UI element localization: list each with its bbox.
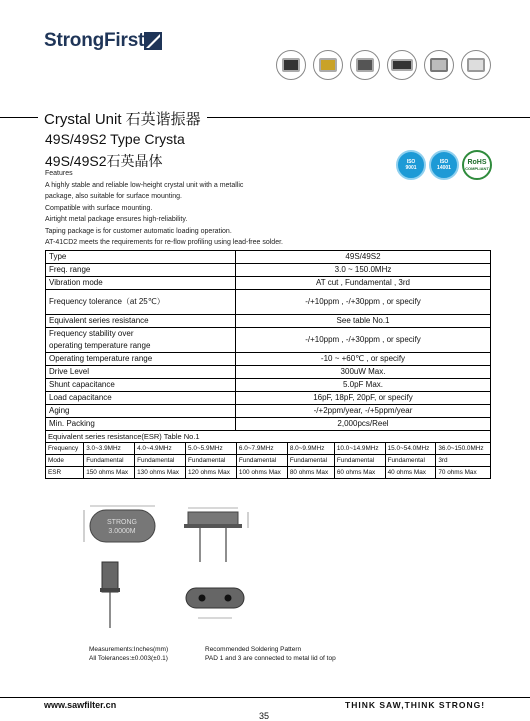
table-cell: 3rd	[436, 455, 491, 467]
table-cell: Frequency	[46, 443, 84, 455]
website-link[interactable]: www.sawfilter.cn	[44, 700, 117, 710]
table-cell: 6.0~7.9MHz	[236, 443, 287, 455]
spec-value: 49S/49S2	[236, 251, 491, 264]
table-cell: Fundamental	[236, 455, 287, 467]
table-row	[46, 277, 491, 290]
feature-line: package, also suitable for surface mounting.	[45, 193, 182, 200]
table-row	[46, 264, 491, 277]
features-heading: Features	[45, 170, 73, 177]
table-row	[46, 251, 491, 264]
esr-table-title: Equivalent series resistance(ESR) Table No.1	[46, 431, 491, 443]
table-row	[46, 290, 491, 315]
product-title-en: 49S/49S2 Type Crysta	[45, 131, 185, 147]
feature-line: Airtight metal package ensures high-reliability.	[45, 216, 188, 223]
badge-top-text: RoHS	[467, 159, 487, 166]
table-cell: 10.0~14.9MHz	[334, 443, 385, 455]
slogan: THINK SAW,THINK STRONG!	[345, 700, 486, 710]
tolerance-line: All Tolerances:±0.003(±0.1)	[89, 655, 168, 662]
table-row	[46, 418, 491, 431]
spec-table	[45, 250, 491, 431]
crystal-marking-2: 3.0000M	[108, 528, 136, 535]
table-cell: 60 ohms Max	[334, 467, 385, 479]
table-cell: 36.0~150.0MHz	[436, 443, 491, 455]
crystal-side-view	[184, 508, 248, 562]
product-title-cn: 49S/49S2石英晶体	[45, 153, 163, 169]
spec-label-line: operating temperature range	[49, 341, 151, 350]
table-row	[46, 467, 491, 479]
table-row	[46, 366, 491, 379]
badge-top-text: ISO	[439, 159, 449, 165]
spec-value: AT cut , Fundamental , 3rd	[236, 277, 491, 290]
features-block	[45, 168, 283, 249]
table-cell: 70 ohms Max	[436, 467, 491, 479]
iso-9001-badge-icon	[396, 150, 426, 180]
footer-rule	[0, 697, 530, 698]
table-cell: Fundamental	[334, 455, 385, 467]
spec-value: -/+10ppm , -/+30ppm , or specify	[236, 328, 491, 353]
spec-label: Min. Packing	[46, 418, 236, 431]
spec-value: -/+2ppm/year, -/+5ppm/year	[236, 405, 491, 418]
feature-line: AT-41CD2 meets the requirements for re-flow profiling using lead-free solder.	[45, 239, 283, 246]
product-thumb-icon	[461, 50, 491, 80]
badge-top-text: ISO	[406, 159, 416, 165]
spec-value: 5.0pF Max.	[236, 379, 491, 392]
feature-line: A highly stable and reliable low-height crystal unit with a metallic	[45, 181, 244, 189]
spec-label: Vibration mode	[46, 277, 236, 290]
table-cell: 3.0~3.9MHz	[84, 443, 135, 455]
table-row	[46, 455, 491, 467]
iso-14001-badge-icon	[429, 150, 459, 180]
table-cell: 130 ohms Max	[135, 467, 186, 479]
crystal-top-view	[84, 506, 155, 542]
table-row	[46, 405, 491, 418]
spec-label: Equivalent series resistance	[46, 315, 236, 328]
soldering-desc: PAD 1 and 3 are connected to metal lid of top	[205, 655, 336, 662]
table-cell: Fundamental	[385, 455, 436, 467]
table-cell: 120 ohms Max	[186, 467, 237, 479]
table-cell: 40 ohms Max	[385, 467, 436, 479]
soldering-note	[205, 645, 336, 663]
spec-value: 2,000pcs/Reel	[236, 418, 491, 431]
table-row	[46, 443, 491, 455]
spec-label: Shunt capacitance	[46, 379, 236, 392]
spec-label: Load capacitance	[46, 392, 236, 405]
spec-label-line: Frequency stability over	[49, 329, 134, 338]
spec-label: Freq. range	[46, 264, 236, 277]
soldering-title: Recommended Soldering Pattern	[205, 646, 302, 653]
spec-value: See table No.1	[236, 315, 491, 328]
page-number: 35	[259, 711, 270, 721]
spec-label: Frequency tolerance（at 25℃）	[46, 290, 236, 315]
table-cell: 150 ohms Max	[84, 467, 135, 479]
spec-label: Operating temperature range	[46, 353, 236, 366]
product-thumb-icon	[424, 50, 454, 80]
rohs-badge-icon	[462, 150, 492, 180]
table-row	[46, 353, 491, 366]
table-row	[46, 315, 491, 328]
product-thumb-icon	[350, 50, 380, 80]
table-cell: 15.0~54.0MHz	[385, 443, 436, 455]
spec-value: -10 ~ +60℃ , or specify	[236, 353, 491, 366]
crystal-end-view	[100, 562, 120, 628]
badge-bottom-text: 9001	[405, 165, 417, 171]
table-cell: 100 ohms Max	[236, 467, 287, 479]
table-cell: Fundamental	[287, 455, 334, 467]
logo-mark-icon	[144, 32, 162, 50]
spec-value: 300uW Max.	[236, 366, 491, 379]
table-cell: 80 ohms Max	[287, 467, 334, 479]
spec-value: 3.0 ~ 150.0MHz	[236, 264, 491, 277]
table-cell: 4.0~4.9MHz	[135, 443, 186, 455]
measurement-note	[89, 645, 168, 663]
measurement-line: Measurements:Inches(mm)	[89, 646, 169, 653]
table-row	[46, 328, 491, 353]
page-title: Crystal Unit 石英谐振器	[38, 108, 207, 129]
badge-bottom-text: COMPLIANT	[465, 166, 489, 171]
table-cell: Fundamental	[186, 455, 237, 467]
feature-line: Taping package is for customer automatic loading operation.	[45, 227, 232, 235]
spec-label	[46, 328, 236, 353]
product-icons	[276, 50, 491, 80]
table-row	[46, 431, 491, 443]
table-row	[46, 379, 491, 392]
spec-label: Drive Level	[46, 366, 236, 379]
table-cell: 5.0~5.9MHz	[186, 443, 237, 455]
table-cell: ESR	[46, 467, 84, 479]
table-cell: Fundamental	[84, 455, 135, 467]
company-logo: StrongFirst	[44, 30, 145, 51]
spec-value: 16pF, 18pF, 20pF, or specify	[236, 392, 491, 405]
table-cell: Mode	[46, 455, 84, 467]
spec-label: Type	[46, 251, 236, 264]
soldering-pattern	[186, 588, 244, 618]
spec-label: Aging	[46, 405, 236, 418]
spec-value: -/+10ppm , -/+30ppm , or specify	[236, 290, 491, 315]
table-cell: 8.0~9.9MHz	[287, 443, 334, 455]
badge-bottom-text: 14001	[437, 165, 451, 171]
feature-line: Compatible with surface mounting.	[45, 204, 153, 212]
crystal-marking-1: STRONG	[107, 519, 137, 526]
table-cell: Fundamental	[135, 455, 186, 467]
esr-table	[45, 430, 491, 479]
dimension-drawing	[80, 500, 420, 640]
product-thumb-icon	[276, 50, 306, 80]
product-thumb-icon	[313, 50, 343, 80]
product-thumb-icon	[387, 50, 417, 80]
table-row	[46, 392, 491, 405]
